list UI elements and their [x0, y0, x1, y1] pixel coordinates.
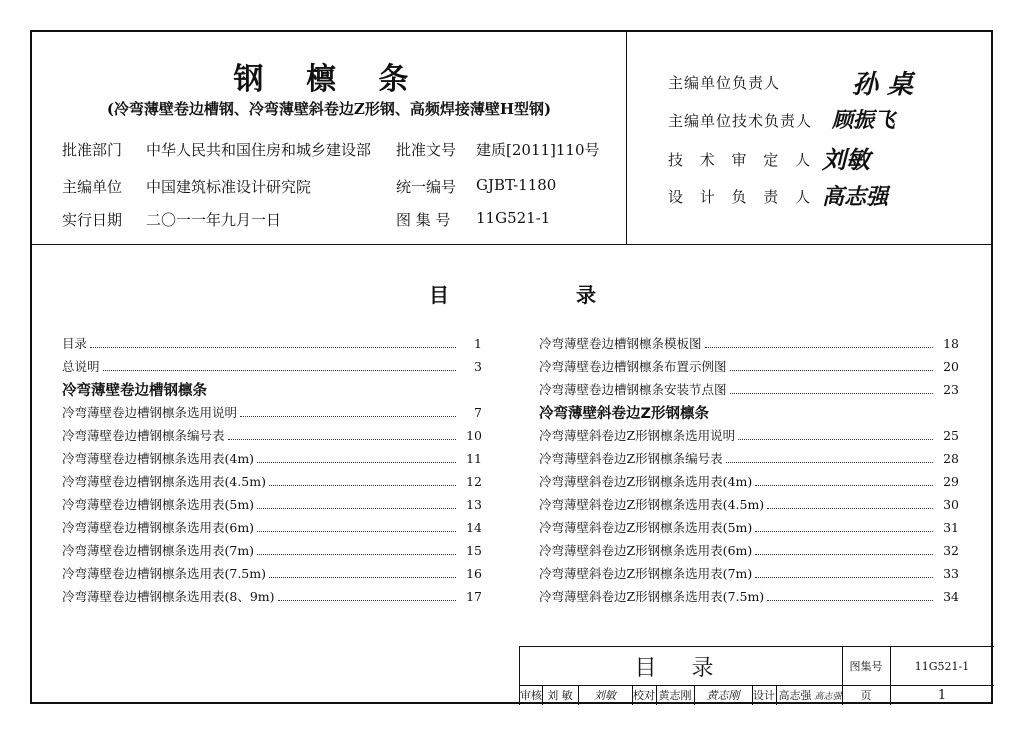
serial-number: GJBT-1180 [476, 176, 557, 194]
toc-leader-dots [278, 599, 456, 601]
editor-unit-label: 主编单位 [62, 178, 123, 196]
check-name: 黄志刚 [658, 689, 692, 702]
approval-doc-label: 批准文号 [396, 141, 457, 159]
page-label: 页 [860, 689, 872, 702]
toc-entry[interactable] [62, 564, 482, 587]
atlas-number: 11G521-1 [476, 209, 551, 227]
toc-entry-label: 冷弯薄壁卷边槽钢檩条布置示例图 [539, 359, 727, 374]
toc-entry-page: 31 [943, 520, 959, 535]
toc-entry-page: 10 [466, 428, 482, 443]
toc-leader-dots [730, 392, 933, 394]
toc-entry[interactable] [62, 403, 482, 426]
toc-entry[interactable] [62, 495, 482, 518]
toc-entry[interactable] [539, 587, 959, 610]
toc-entry-label: 冷弯薄壁斜卷边Z形钢檩条选用说明 [539, 428, 736, 443]
responsible-tech-chief: 主编单位技术负责人 [668, 112, 813, 130]
toc-entry-label: 冷弯薄壁卷边槽钢檩条安装节点图 [539, 382, 727, 397]
atlas-no-value: 11G521-1 [914, 659, 970, 673]
toc-entry[interactable] [539, 426, 959, 449]
toc-entry-page: 34 [943, 589, 959, 604]
toc-entry[interactable] [62, 472, 482, 495]
design-label: 设计 [753, 689, 775, 702]
responsible-tech-review: 技 术 审 定 人 [668, 151, 817, 169]
atlas-number-label: 图 集 号 [396, 211, 451, 229]
toc-entry-label: 冷弯薄壁卷边槽钢檩条选用表(4m) [62, 451, 255, 466]
toc-entry[interactable] [62, 541, 482, 564]
toc-entry-label: 冷弯薄壁卷边槽钢檩条选用表(7.5m) [62, 566, 266, 581]
toc-leader-dots [269, 484, 456, 486]
toc-entry[interactable] [539, 380, 959, 403]
design-name: 高志强 [778, 689, 812, 702]
toc-entry-page: 29 [943, 474, 959, 489]
toc-entry-page: 25 [943, 428, 959, 443]
toc-leader-dots [705, 346, 933, 348]
responsible-design: 设 计 负 责 人 [668, 188, 817, 206]
toc-leader-dots [755, 530, 933, 532]
toc-entry-page: 16 [466, 566, 482, 581]
header-left [32, 32, 627, 244]
toc-leader-dots [257, 530, 456, 532]
toc-leader-dots [755, 576, 933, 578]
toc-entry-page: 30 [943, 497, 959, 512]
toc-entry[interactable] [539, 518, 959, 541]
editor-unit: 中国建筑标准设计研究院 [146, 178, 312, 196]
sheet-title: 目 录 [634, 655, 728, 681]
toc-entry-page: 12 [466, 474, 482, 489]
signature-design: 高志强 [822, 184, 889, 210]
toc-leader-dots [257, 553, 456, 555]
toc-leader-dots [103, 369, 456, 371]
review-label: 审核 [520, 689, 542, 702]
toc-entry-label: 总说明 [62, 359, 100, 374]
toc-right-column [539, 334, 959, 610]
atlas-no-label: 图集号 [849, 660, 883, 673]
toc-entry[interactable] [539, 449, 959, 472]
toc-title: 目 录 [429, 283, 656, 307]
page-number: 1 [937, 687, 947, 703]
toc-entry-page: 7 [474, 405, 482, 420]
check-label: 校对 [633, 689, 655, 702]
approval-dept: 中华人民共和国住房和城乡建设部 [146, 141, 372, 159]
review-name: 刘 敏 [547, 689, 573, 702]
toc-entry-label: 冷弯薄壁斜卷边Z形钢檩条编号表 [539, 451, 723, 466]
atlas-title: 钢 檩 条 [233, 62, 425, 97]
toc-leader-dots [90, 346, 456, 348]
toc-entry-label: 冷弯薄壁卷边槽钢檩条选用表(7m) [62, 543, 255, 558]
toc-entry-page: 23 [943, 382, 959, 397]
signature-chief-unit: 孙 桌 [852, 70, 914, 100]
toc-entry-page: 3 [474, 359, 482, 374]
review-signature: 刘敏 [594, 689, 616, 702]
date-label: 实行日期 [62, 211, 123, 229]
toc-entry-label: 冷弯薄壁斜卷边Z形钢檩条选用表(4m) [539, 474, 753, 489]
toc-entry[interactable] [62, 587, 482, 610]
effective-date: 二〇一一年九月一日 [146, 211, 282, 229]
responsible-chief-unit: 主编单位负责人 [668, 74, 781, 92]
header-block [32, 32, 993, 245]
toc-leader-dots [767, 599, 933, 601]
toc-entry-label: 冷弯薄壁斜卷边Z形钢檩条选用表(7m) [539, 566, 753, 581]
title-block [519, 646, 994, 705]
toc-entry-label: 冷弯薄壁卷边槽钢檩条选用表(8、9m) [62, 589, 275, 604]
toc-entry-label: 冷弯薄壁卷边槽钢檩条编号表 [62, 428, 225, 443]
toc-entry[interactable] [539, 541, 959, 564]
toc-leader-dots [767, 507, 933, 509]
toc-entry[interactable] [62, 518, 482, 541]
design-signature: 高志强 [814, 691, 842, 702]
toc-leader-dots [730, 369, 933, 371]
toc-leader-dots [257, 507, 456, 509]
toc-entry-label: 冷弯薄壁卷边槽钢檩条选用表(4.5m) [62, 474, 266, 489]
toc-entry-label: 冷弯薄壁卷边槽钢檩条选用表(5m) [62, 497, 255, 512]
toc-entry-label: 冷弯薄壁斜卷边Z形钢檩条选用表(4.5m) [539, 497, 765, 512]
approval-doc: 建质[2011]110号 [476, 141, 600, 159]
toc-entry-label: 冷弯薄壁卷边槽钢檩条模板图 [539, 336, 702, 351]
toc-entry-page: 20 [943, 359, 959, 374]
toc-entry-label: 冷弯薄壁卷边槽钢檩条选用表(6m) [62, 520, 255, 535]
toc-entry[interactable] [62, 357, 482, 380]
toc-entry[interactable] [539, 495, 959, 518]
toc-entry[interactable] [539, 357, 959, 380]
toc-entry[interactable] [539, 472, 959, 495]
toc-entry[interactable] [62, 449, 482, 472]
serial-label: 统一编号 [396, 178, 457, 196]
toc-entry-page: 15 [466, 543, 482, 558]
toc-leader-dots [228, 438, 456, 440]
toc-entry-page: 18 [943, 336, 959, 351]
toc-entry-label: 冷弯薄壁斜卷边Z形钢檩条选用表(6m) [539, 543, 753, 558]
toc-entry[interactable] [539, 334, 959, 357]
toc-entry-label: 冷弯薄壁斜卷边Z形钢檩条选用表(5m) [539, 520, 753, 535]
toc-entry-page: 1 [474, 336, 482, 351]
atlas-subtitle: (冷弯薄壁卷边槽钢、冷弯薄壁斜卷边Z形钢、高频焊接薄壁H型钢) [106, 100, 552, 118]
toc-entry[interactable] [539, 564, 959, 587]
signature-tech-chief: 顾振飞 [832, 107, 895, 132]
toc-entry-page: 11 [466, 451, 482, 466]
toc-entry-page: 28 [943, 451, 959, 466]
toc-entry-label: 目录 [62, 336, 88, 351]
toc-entry-label: 冷弯薄壁卷边槽钢檩条选用说明 [62, 405, 238, 420]
toc-entry-page: 14 [466, 520, 482, 535]
toc-leader-dots [738, 438, 933, 440]
toc-leader-dots [240, 415, 456, 417]
toc-left-column [62, 334, 482, 610]
toc-entry[interactable] [62, 426, 482, 449]
drawing-frame [30, 30, 993, 704]
toc-entry-page: 13 [466, 497, 482, 512]
toc-leader-dots [726, 461, 933, 463]
toc-leader-dots [269, 576, 456, 578]
toc-entry-page: 33 [943, 566, 959, 581]
toc-leader-dots [755, 553, 933, 555]
signature-tech-review: 刘敏 [822, 145, 870, 174]
check-signature: 黄志刚 [706, 689, 740, 702]
approval-dept-label: 批准部门 [62, 141, 123, 159]
toc-entry-label: 冷弯薄壁斜卷边Z形钢檩条选用表(7.5m) [539, 589, 765, 604]
toc-entry-page: 32 [943, 543, 959, 558]
toc-entry-page: 17 [466, 589, 482, 604]
toc-entry[interactable] [62, 334, 482, 357]
toc-leader-dots [257, 461, 456, 463]
toc-leader-dots [755, 484, 933, 486]
toc-section-heading: 冷弯薄壁斜卷边Z形钢檩条 [539, 406, 710, 422]
toc-section-heading: 冷弯薄壁卷边槽钢檩条 [62, 383, 207, 399]
